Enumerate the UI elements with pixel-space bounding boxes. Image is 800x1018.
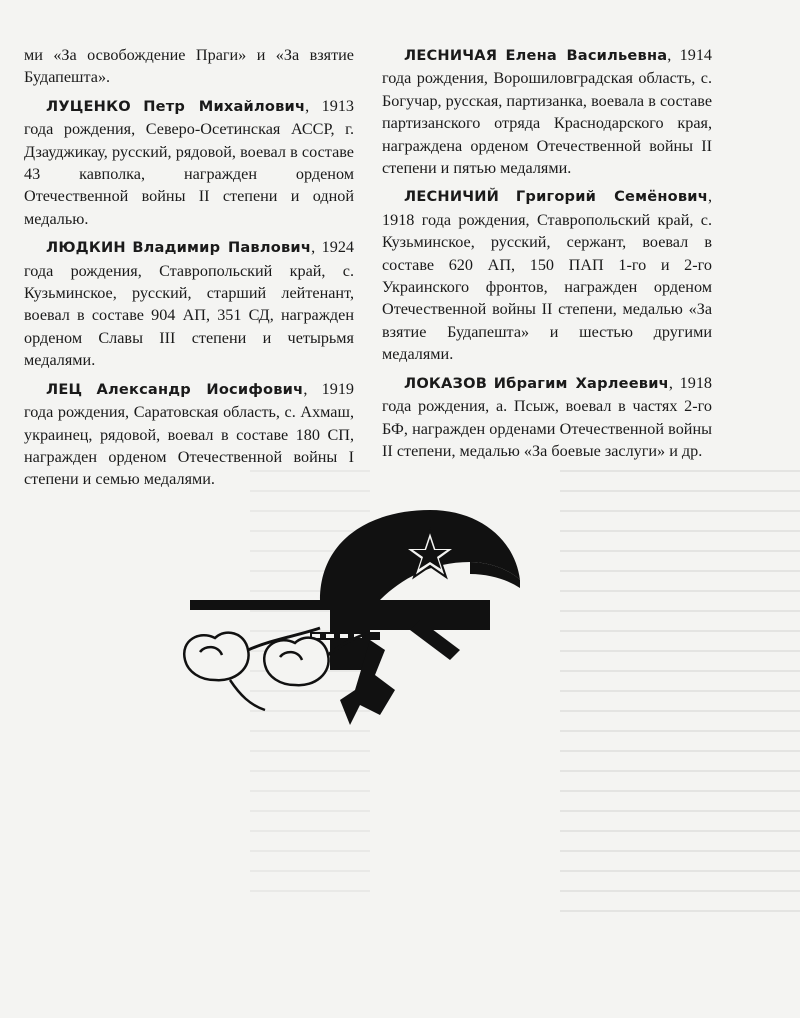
biography-entry: [382, 44, 712, 179]
entry-surname: ЛОКАЗОВ: [404, 374, 488, 392]
entry-text: , 1918 года рождения, а. Псыж, воевал в частях 2-го БФ, награжден орденами Отечественной войны II степени, медалью «За боевые заслуги» и др.: [382, 373, 713, 460]
entry-surname: ЛЕСНИЧАЯ: [404, 47, 498, 64]
right-column: [382, 44, 712, 468]
biography-entry: [382, 185, 712, 365]
biography-entry: [382, 372, 712, 463]
entry-text: , 1914 года рождения, Ворошиловградская область, с. Богучар, русская, партизанка, воевала в составе партизанского отряда Краснодарского края, награждена орденом Отечественной войны II степени и пятью медалями.: [382, 46, 713, 178]
show-through-text: [560, 470, 800, 930]
biography-entry: [24, 95, 354, 230]
biography-entry: [24, 378, 354, 491]
entry-given-names: Владимир Павлович: [132, 239, 312, 257]
entry-given-names: Петр Михайлович: [143, 97, 306, 115]
entry-text: , 1924 года рождения, Ставропольский край, с. Кузьминское, русский, старший лейтенант, воевал в составе 904 АП, 351 СД, награжден орденом Славы III степени и четырьмя медалями.: [24, 238, 355, 370]
memorial-helmet-star-flowers-icon: [170, 500, 530, 740]
entry-text: , 1919 года рождения, Саратовская область, с. Ахмаш, украинец, рядовой, воевал в составе 180 СП, награжден орденом Отечественной войны I степени и семью медалями.: [24, 379, 354, 489]
entry-given-names: Григорий Семёнович: [515, 188, 708, 206]
entry-surname: ЛЕСНИЧИЙ: [404, 188, 500, 206]
entry-surname: ЛУЦЕНКО: [46, 97, 131, 115]
entry-surname: ЛЕЦ: [46, 380, 83, 398]
entry-text: , 1918 года рождения, Ставропольский край, с. Кузьминское, русский, сержант, воевал в составе 620 АП, 150 ПАП 1-го и 2-го Украинского фронтов, награжден орденом Отечественной войны II степени, медалью «За взятие Будапешта» и шестью другими медалями.: [382, 187, 712, 364]
intro-paragraph: ми «За освобождение Праги» и «За взятие Будапешта».: [24, 46, 354, 87]
entry-given-names: Елена Васильевна: [505, 47, 668, 64]
biography-entry: [24, 236, 354, 371]
entry-given-names: Александр Иосифович: [96, 380, 304, 398]
entry-text: , 1913 года рождения, Северо-Осетинская АССР, г. Дзауджикау, русский, рядовой, воевал в составе 43 кавполка, награжден орденом Отечественной войны II степени и одной медалью.: [24, 96, 355, 228]
left-column: [24, 44, 354, 497]
entry-surname: ЛЮДКИН: [46, 239, 126, 257]
entry-given-names: Ибрагим Харлеевич: [493, 374, 669, 392]
